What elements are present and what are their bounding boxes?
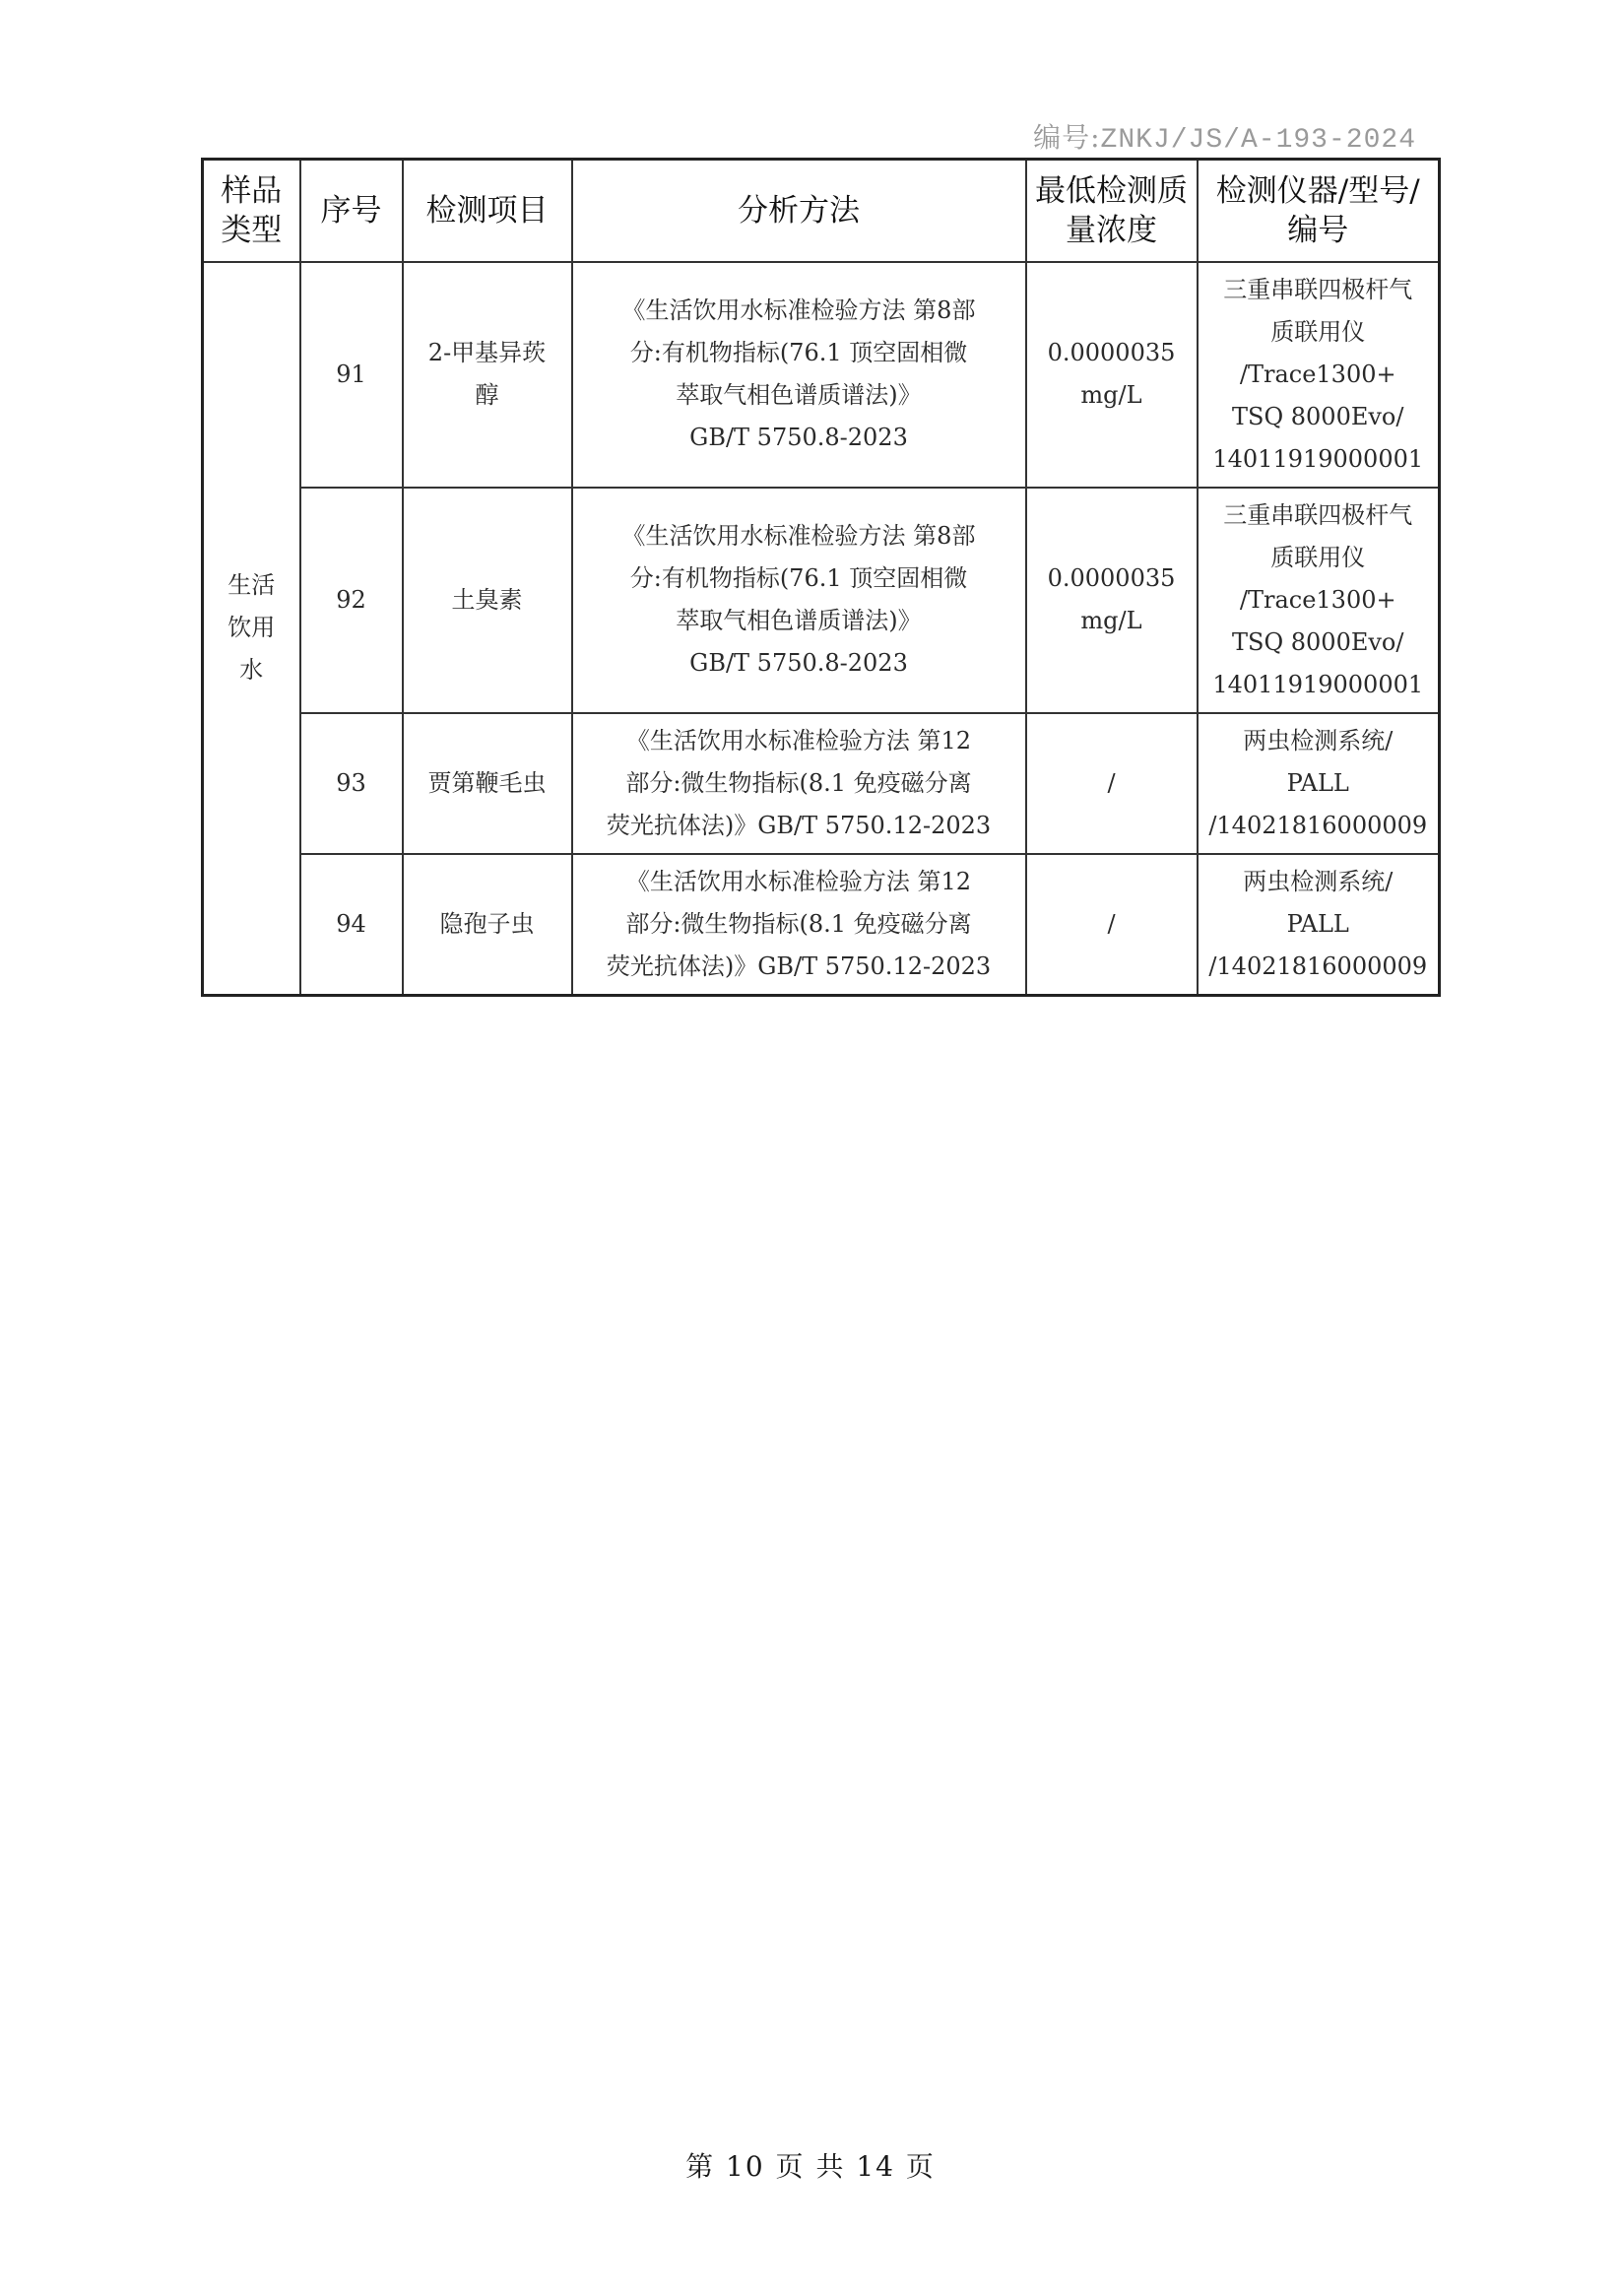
method-line: GB/T 5750.8-2023 [689, 649, 908, 677]
seq-cell: 92 [300, 488, 403, 713]
header-method: 分析方法 [572, 160, 1026, 262]
min-conc-value: 0.0000035 [1047, 339, 1176, 366]
instrument-line: /14021816000009 [1208, 951, 1428, 980]
instrument-cell [1198, 713, 1440, 854]
method-line: 荧光抗体法)》GB/T 5750.12-2023 [606, 811, 992, 839]
instrument-line: TSQ 8000Evo/ [1232, 402, 1404, 430]
item-cell [403, 262, 572, 488]
instrument-line: 三重串联四极杆气 [1223, 275, 1413, 303]
instrument-line: /Trace1300+ [1239, 585, 1396, 614]
table-row [203, 262, 1440, 488]
header-instrument: 检测仪器/型号/编号 [1198, 160, 1440, 262]
header-sample-type: 样品类型 [203, 160, 300, 262]
method-line: 《生活饮用水标准检验方法 第8部 [621, 522, 976, 550]
min-conc-cell: / [1026, 713, 1198, 854]
min-conc-unit: mg/L [1080, 607, 1142, 634]
table-row [203, 854, 1440, 996]
test-methods-table [201, 158, 1441, 997]
sample-type-text: 生活饮用水 [227, 571, 276, 684]
instrument-line: 两虫检测系统/ [1243, 726, 1394, 754]
method-line: 分:有机物指标(76.1 顶空固相微 [629, 564, 968, 592]
header-seq: 序号 [300, 160, 403, 262]
min-conc-cell [1026, 488, 1198, 713]
sample-type-cell [203, 262, 300, 996]
table-row [203, 713, 1440, 854]
instrument-line: 质联用仪 [1270, 317, 1366, 346]
method-cell [572, 713, 1026, 854]
method-cell [572, 488, 1026, 713]
seq-cell: 91 [300, 262, 403, 488]
method-line: 分:有机物指标(76.1 顶空固相微 [629, 339, 968, 366]
instrument-line: 质联用仪 [1270, 543, 1366, 571]
method-line: 荧光抗体法)》GB/T 5750.12-2023 [606, 951, 992, 980]
min-conc-value: 0.0000035 [1047, 564, 1176, 592]
instrument-line: 三重串联四极杆气 [1223, 500, 1413, 529]
document-number-label: 编号: [1033, 121, 1101, 154]
method-line: 萃取气相色谱质谱法)》 [676, 381, 922, 409]
instrument-line: 14011919000001 [1212, 670, 1424, 698]
item-cell: 土臭素 [403, 488, 572, 713]
min-conc-cell [1026, 262, 1198, 488]
instrument-line: /Trace1300+ [1239, 360, 1396, 388]
seq-cell: 94 [300, 854, 403, 996]
method-line: 部分:微生物指标(8.1 免疫磁分离 [625, 768, 972, 797]
method-cell [572, 262, 1026, 488]
instrument-line: /14021816000009 [1208, 811, 1428, 839]
seq-cell: 93 [300, 713, 403, 854]
item-cell: 贾第鞭毛虫 [403, 713, 572, 854]
min-conc-cell: / [1026, 854, 1198, 996]
method-line: 《生活饮用水标准检验方法 第12 [625, 726, 972, 754]
document-number-value: ZNKJ/JS/A-193-2024 [1100, 125, 1416, 156]
method-line: 萃取气相色谱质谱法)》 [676, 607, 922, 634]
instrument-line: 两虫检测系统/ [1243, 867, 1394, 895]
method-line: 《生活饮用水标准检验方法 第12 [625, 867, 972, 895]
header-min-conc: 最低检测质量浓度 [1026, 160, 1198, 262]
table-row [203, 488, 1440, 713]
min-conc-unit: mg/L [1080, 381, 1142, 409]
instrument-line: PALL [1286, 909, 1349, 938]
instrument-line: 14011919000001 [1212, 444, 1424, 473]
method-line: 部分:微生物指标(8.1 免疫磁分离 [625, 909, 972, 938]
instrument-line: TSQ 8000Evo/ [1232, 627, 1404, 656]
instrument-cell [1198, 854, 1440, 996]
method-line: GB/T 5750.8-2023 [689, 424, 908, 451]
item-text: 2-甲基异莰醇 [427, 339, 547, 409]
item-cell: 隐孢子虫 [403, 854, 572, 996]
instrument-line: PALL [1286, 768, 1349, 797]
instrument-cell [1198, 262, 1440, 488]
header-item: 检测项目 [403, 160, 572, 262]
method-cell [572, 854, 1026, 996]
page-footer: 第 10 页 共 14 页 [685, 2150, 936, 2183]
instrument-cell [1198, 488, 1440, 713]
document-number [1033, 116, 1416, 156]
table-header-row [203, 160, 1440, 262]
method-line: 《生活饮用水标准检验方法 第8部 [621, 296, 976, 324]
